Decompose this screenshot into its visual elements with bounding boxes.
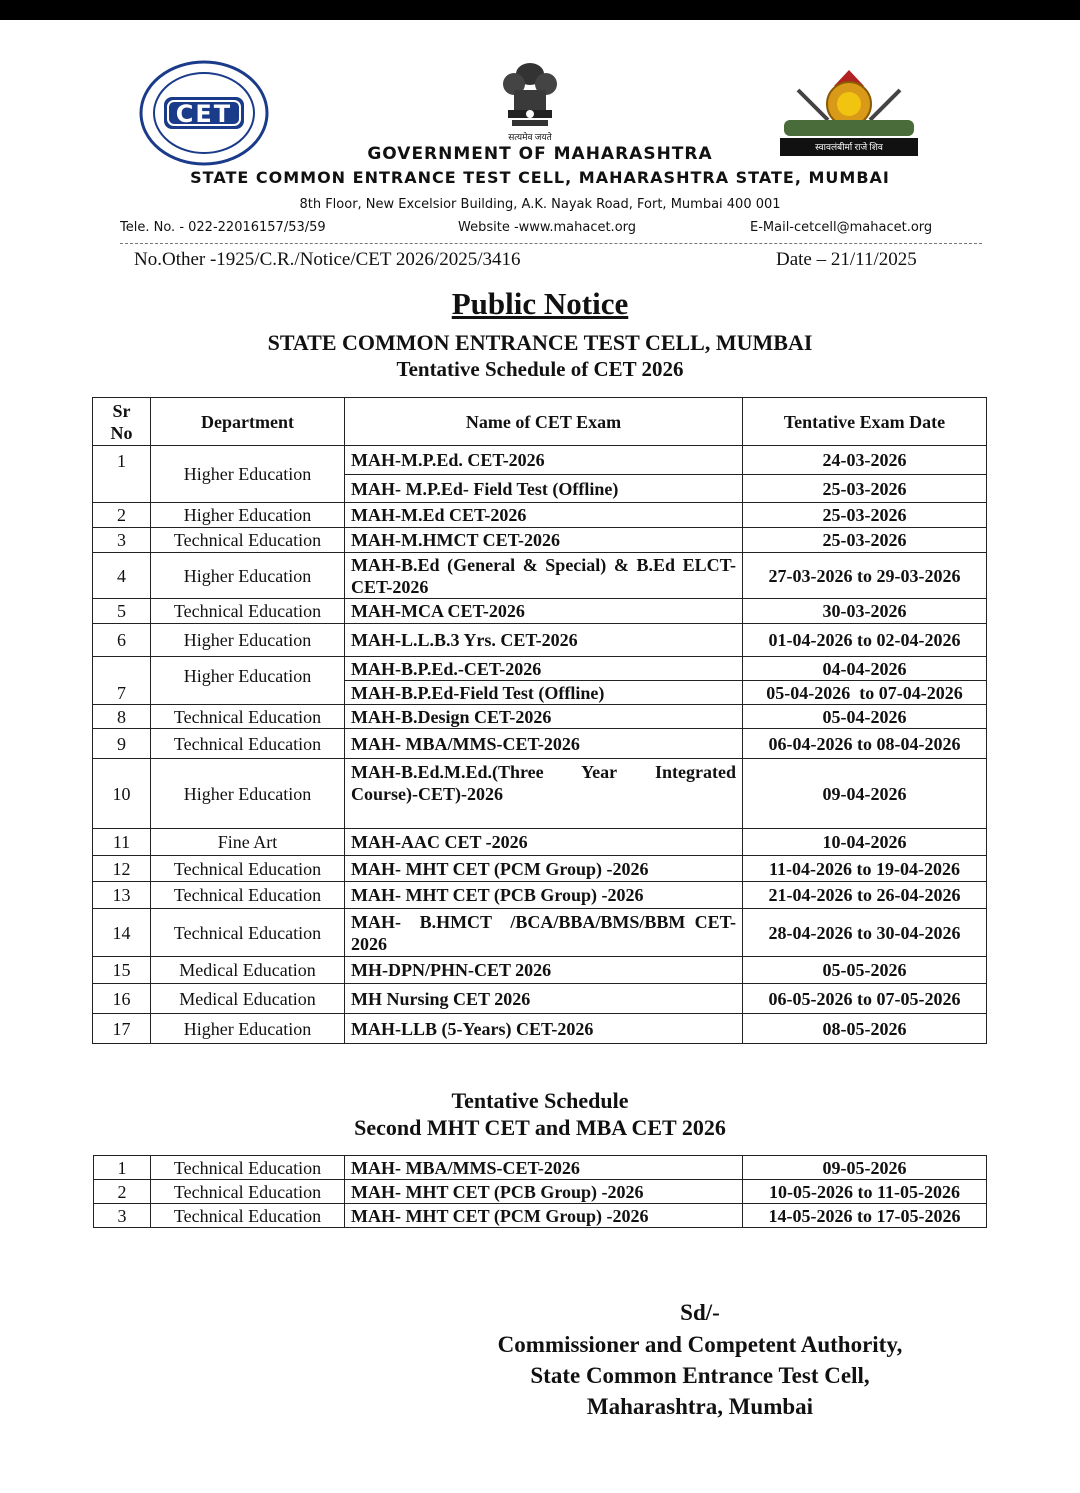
emblem-caption: सत्यमेव जयते	[508, 132, 552, 142]
government-heading: GOVERNMENT OF MAHARASHTRA	[367, 144, 713, 164]
table-row: 5 Technical Education MAH-MCA CET-2026 30-03-2026	[93, 599, 987, 624]
cet-schedule-table	[92, 397, 987, 1044]
signature-sd: Sd/-	[680, 1300, 720, 1325]
signature-line-1: Commissioner and Competent Authority,	[497, 1332, 903, 1357]
signature-line-2: State Common Entrance Test Cell,	[530, 1363, 870, 1388]
header-divider	[120, 243, 982, 244]
header-exam-name: Name of CET Exam	[345, 398, 743, 446]
cell-heading: STATE COMMON ENTRANCE TEST CELL, MAHARASHTRA STATE, MUMBAI	[190, 168, 890, 187]
table-row: 6 Higher Education MAH-L.L.B.3 Yrs. CET-2026 01-04-2026 to 02-04-2026	[93, 624, 987, 657]
table-row: 2 Higher Education MAH-M.Ed CET-2026 25-03-2026	[93, 503, 987, 528]
table-row: 10 Higher Education MAH-B.Ed.M.Ed.(Three Year Integrated Course)-CET)-2026 09-04-2026	[93, 759, 987, 829]
table-row: 8 Technical Education MAH-B.Design CET-2026 05-04-2026	[93, 705, 987, 729]
table-row: 2 Technical Education MAH- MHT CET (PCB Group) -2026 10-05-2026 to 11-05-2026	[94, 1180, 987, 1204]
state-emblem	[494, 60, 566, 144]
table-row: 17 Higher Education MAH-LLB (5-Years) CET-2026 08-05-2026	[93, 1014, 987, 1044]
notice-subtitle: STATE COMMON ENTRANCE TEST CELL, MUMBAI	[267, 330, 813, 355]
table-row: 3 Technical Education MAH-M.HMCT CET-2026 25-03-2026	[93, 528, 987, 553]
notice-date: Date – 21/11/2025	[776, 249, 917, 270]
table-row: 1 Technical Education MAH- MBA/MMS-CET-2026 09-05-2026	[94, 1156, 987, 1180]
email[interactable]: E-Mail-cetcell@mahacet.org	[750, 220, 933, 235]
header-sr: Sr No	[93, 398, 151, 446]
top-black-bar	[0, 0, 1080, 20]
second-schedule-subtitle: Second MHT CET and MBA CET 2026	[354, 1115, 726, 1140]
table-row: 16 Medical Education MH Nursing CET 2026 06-05-2026 to 07-05-2026	[93, 984, 987, 1014]
website[interactable]: Website -www.mahacet.org	[458, 220, 637, 235]
lion-capital-icon	[494, 60, 566, 132]
table-row: 7 Higher Education MAH-B.P.Ed.-CET-2026 04-04-2026	[93, 657, 987, 681]
reference-number: No.Other -1925/C.R./Notice/CET 2026/2025/3416	[134, 249, 521, 270]
header-department: Department	[151, 398, 345, 446]
table-row: 14 Technical Education MAH- B.HMCT /BCA/BBA/BMS/BBM CET-2026 28-04-2026 to 30-04-2026	[93, 909, 987, 957]
table-row: 4 Higher Education MAH-B.Ed (General & Special) & B.Ed ELCT-CET-2026 27-03-2026 to 29-03-2026	[93, 553, 987, 599]
table-row: 9 Technical Education MAH- MBA/MMS-CET-2026 06-04-2026 to 08-04-2026	[93, 729, 987, 759]
table-row: 3 Technical Education MAH- MHT CET (PCM Group) -2026 14-05-2026 to 17-05-2026	[94, 1204, 987, 1228]
table-row: 11 Fine Art MAH-AAC CET -2026 10-04-2026	[93, 829, 987, 856]
address-line: 8th Floor, New Excelsior Building, A.K. Nayak Road, Fort, Mumbai 400 001	[299, 197, 781, 212]
second-schedule-title: Tentative Schedule	[451, 1088, 629, 1113]
table-row: MAH- M.P.Ed- Field Test (Offline) 25-03-2026	[93, 475, 987, 503]
seal-caption: स्वावलंबीर्मा राजे शिव	[815, 142, 883, 152]
table-row: 1 Higher Education MAH-M.P.Ed. CET-2026 24-03-2026	[93, 446, 987, 475]
table-row: 15 Medical Education MH-DPN/PHN-CET 2026 05-05-2026	[93, 957, 987, 984]
table-row: MAH-B.P.Ed-Field Test (Offline) 05-04-2026 to 07-04-2026	[93, 681, 987, 705]
cet-logo-text: CET	[175, 100, 233, 128]
signature-line-3: Maharashtra, Mumbai	[586, 1394, 814, 1419]
phone-number: Tele. No. - 022-22016157/53/59	[120, 220, 326, 235]
notice-title: Public Notice	[451, 286, 629, 321]
second-schedule-table	[93, 1155, 987, 1228]
header-exam-date: Tentative Exam Date	[743, 398, 987, 446]
table-row: 12 Technical Education MAH- MHT CET (PCM Group) -2026 11-04-2026 to 19-04-2026	[93, 856, 987, 882]
table-row: 13 Technical Education MAH- MHT CET (PCB Group) -2026 21-04-2026 to 26-04-2026	[93, 882, 987, 909]
schedule-title: Tentative Schedule of CET 2026	[396, 357, 684, 381]
table-header-row	[93, 398, 987, 446]
